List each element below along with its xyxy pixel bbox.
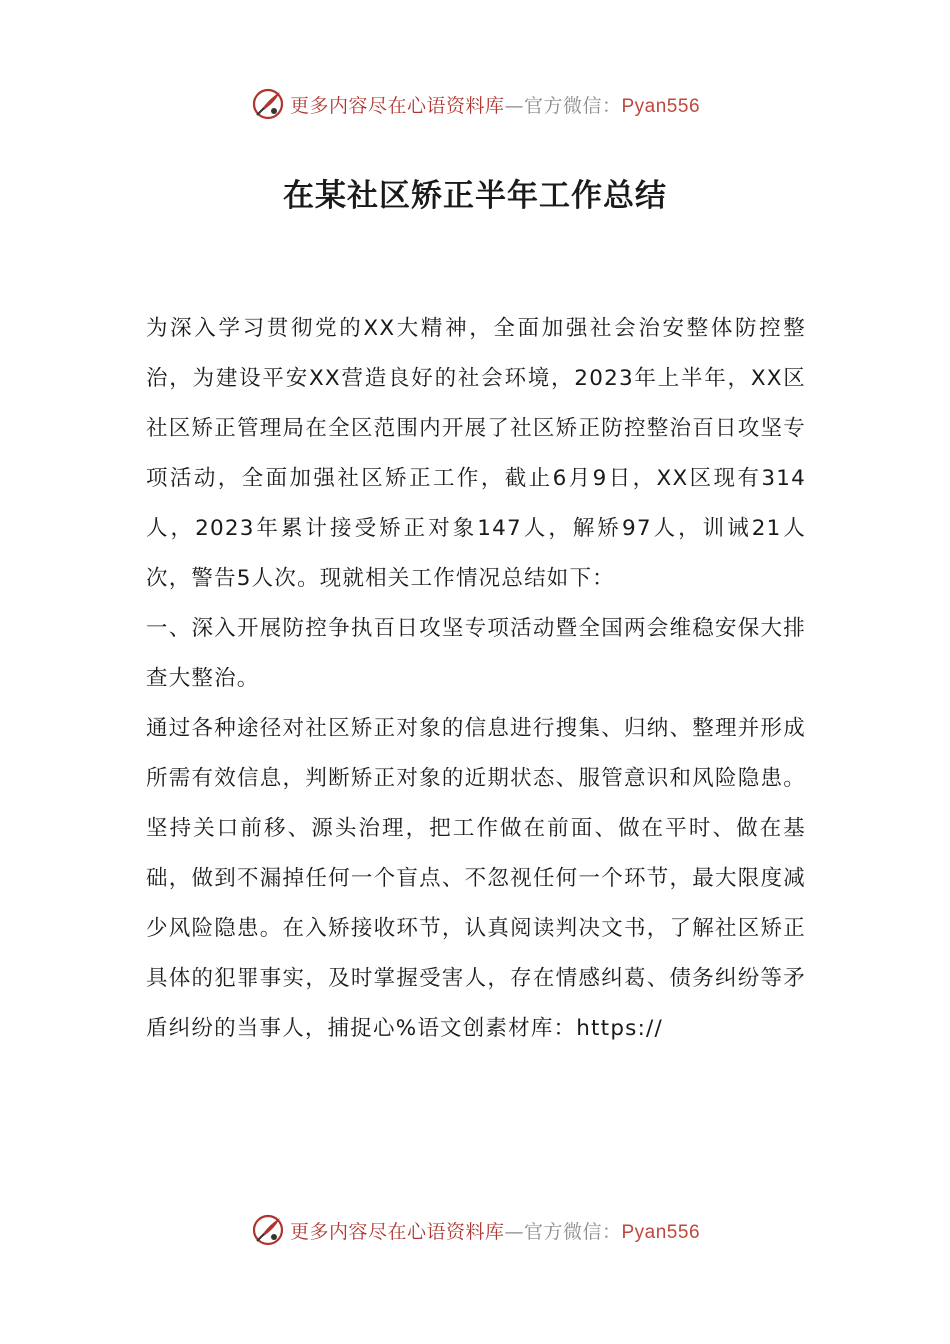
page-title: 在某社区矫正半年工作总结 (283, 178, 667, 214)
paragraph-intro: 为深入学习贯彻党的XX大精神，全面加强社会治安整体防控整治，为建设平安XX营造良好的社会环境，2023年上半年，XX区社区矫正管理局在全区范围内开展了社区矫正防控整治百日攻坚专项活动，全面加强社区矫正工作，截止6月9日，XX区现有314人，2023年累计接受矫正对象147人，解矫97人，训诫21人次，警告5人次。现就相关工作情况总结如下： (146, 316, 806, 591)
paragraph-body: 通过各种途径对社区矫正对象的信息进行搜集、归纳、整理并形成所需有效信息，判断矫正对象的近期状态、服管意识和风险隐患。坚持关口前移、源头治理，把工作做在前面、做在平时、做在基础，做到不漏掉任何一个盲点、不忽视任何一个环节，最大限度减少风险隐患。在入矫接收环节，认真阅读判决文书，了解社区矫正具体的犯罪事实，及时掌握受害人，存在情感纠葛、债务纠纷等矛盾纠纷的当事人，捕捉心%语文创素材库：https:// (146, 716, 806, 1041)
header-watermark-banner (0, 84, 950, 124)
banner-text: 更多内容尽在心语资料库—官方微信：Pyan556 (289, 1220, 701, 1243)
paragraph-section-heading: 一、深入开展防控争执百日攻坚专项活动暨全国两会维稳安保大排查大整治。 (146, 616, 806, 691)
footer-watermark-banner (0, 1210, 950, 1250)
document-body (146, 304, 806, 1054)
quill-logo-icon (250, 86, 286, 122)
banner-text: 更多内容尽在心语资料库—官方微信：Pyan556 (289, 94, 701, 117)
quill-logo-icon (250, 1212, 286, 1248)
